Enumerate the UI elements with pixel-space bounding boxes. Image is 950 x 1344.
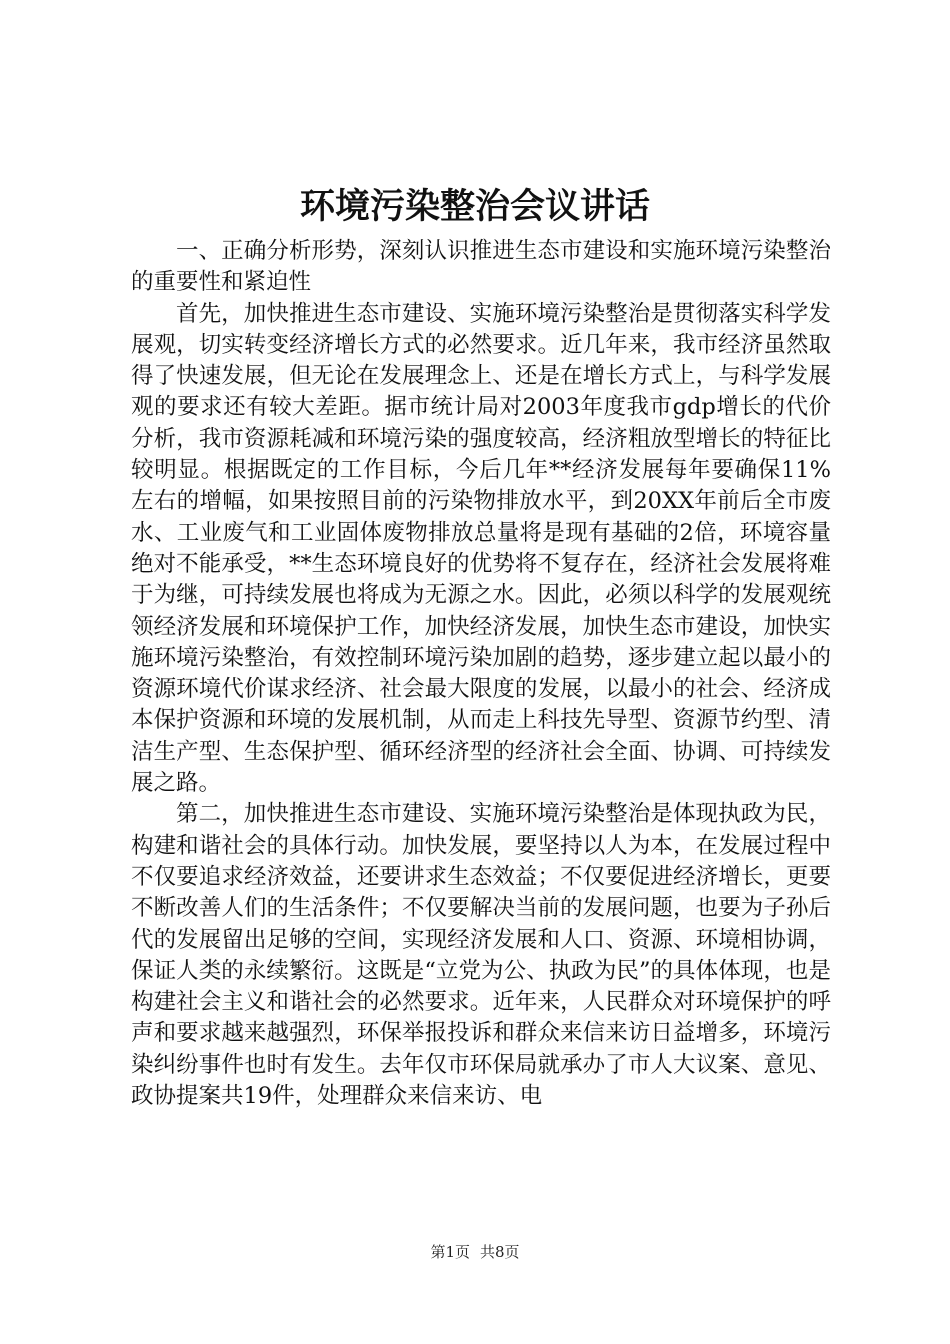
page-number: 第1页	[430, 1243, 470, 1261]
page-footer	[0, 1242, 950, 1262]
body-paragraph-second: 第二，加快推进生态市建设、实施环境污染整治是体现执政为民，构建和谐社会的具体行动。加快发展，要坚持以人为本，在发展过程中不仅要追求经济效益，还要讲求生态效益；不仅要促进经济增长，更要不断改善人们的生活条件；不仅要解决当前的发展问题，也要为子孙后代的发展留出足够的空间，实现经济发展和人口、资源、环境相协调，保证人类的永续繁衍。这既是“立党为公、执政为民”的具体体现，也是构建社会主义和谐社会的必然要求。近年来，人民群众对环境保护的呼声和要求越来越强烈，环保举报投诉和群众来信来访日益增多，环境污染纠纷事件也时有发生。去年仅市环保局就承办了市人大议案、意见、政协提案共19件，处理群众来信来访、电	[131, 801, 831, 1110]
body-paragraph-first: 首先，加快推进生态市建设、实施环境污染整治是贯彻落实科学发展观，切实转变经济增长方式的必然要求。近几年来，我市经济虽然取得了快速发展，但无论在发展理念上、还是在增长方式上，与科学发展观的要求还有较大差距。据市统计局对2003年度我市gdp增长的代价分析，我市资源耗减和环境污染的强度较高，经济粗放型增长的特征比较明显。根据既定的工作目标，今后几年**经济发展每年要确保11%左右的增幅，如果按照目前的污染物排放水平，到20XX年前后全市废水、工业废气和工业固体废物排放总量将是现有基础的2倍，环境容量绝对不能承受，**生态环境良好的优势将不复存在，经济社会发展将难于为继，可持续发展也将成为无源之水。因此，必须以科学的发展观统领经济发展和环境保护工作，加快经济发展，加快生态市建设，加快实施环境污染整治，有效控制环境污染加剧的趋势，逐步建立起以最小的资源环境代价谋求经济、社会最大限度的发展，以最小的社会、经济成本保护资源和环境的发展机制，从而走上科技先导型、资源节约型、清洁生产型、生态保护型、循环经济型的经济社会全面、协调、可持续发展之路。	[131, 300, 831, 797]
document-body	[131, 236, 831, 1112]
document-title: 环境污染整治会议讲话	[299, 186, 650, 227]
page-total: 共8页	[480, 1243, 520, 1261]
section-heading: 一、正确分析形势，深刻认识推进生态市建设和实施环境污染整治的重要性和紧迫性	[131, 238, 831, 296]
